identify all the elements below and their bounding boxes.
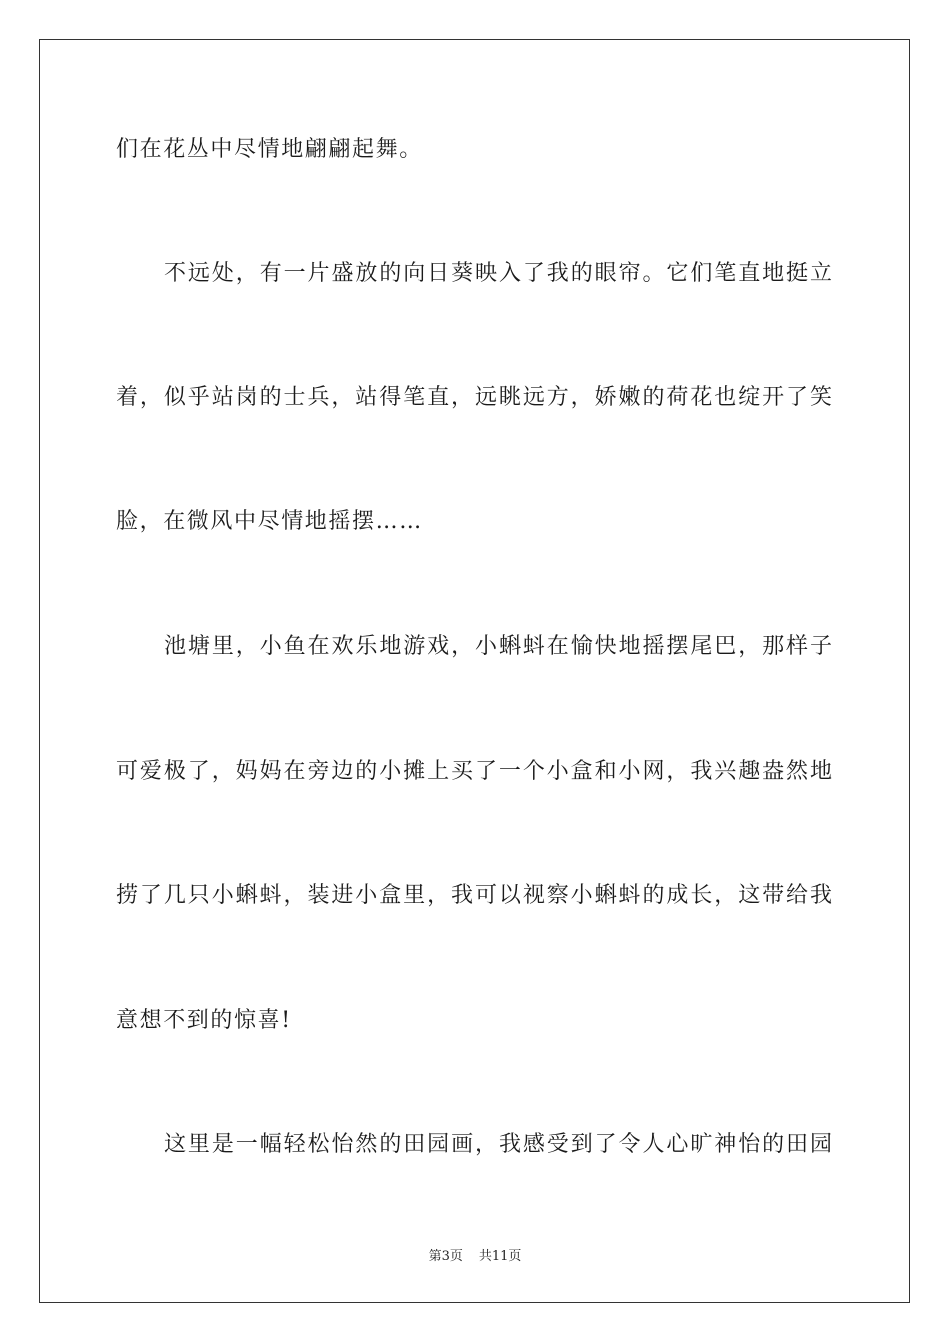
text-line-6: 可爱极了，妈妈在旁边的小摊上买了一个小盒和小网，我兴趣盎然地 <box>116 759 832 784</box>
page-border <box>39 39 910 1303</box>
text-line-2: 不远处，有一片盛放的向日葵映入了我的眼帘。它们笔直地挺立 <box>164 261 832 286</box>
text-line-3: 着，似乎站岗的士兵，站得笔直，远眺远方，娇嫩的荷花也绽开了笑 <box>116 385 832 410</box>
text-line-5: 池塘里，小鱼在欢乐地游戏，小蝌蚪在愉快地摇摆尾巴，那样子 <box>164 634 832 659</box>
text-line-7: 捞了几只小蝌蚪，装进小盒里，我可以视察小蝌蚪的成长，这带给我 <box>116 883 832 908</box>
page-total: 共11页 <box>478 1249 522 1264</box>
text-line-9: 这里是一幅轻松怡然的田园画，我感受到了令人心旷神怡的田园 <box>164 1132 832 1157</box>
page-footer <box>0 1248 950 1266</box>
text-line-1: 们在花丛中尽情地翩翩起舞。 <box>116 137 423 162</box>
text-line-8: 意想不到的惊喜! <box>116 1008 292 1033</box>
text-line-4: 脸，在微风中尽情地摇摆…… <box>116 509 423 534</box>
page-number: 第3页 <box>428 1249 463 1264</box>
